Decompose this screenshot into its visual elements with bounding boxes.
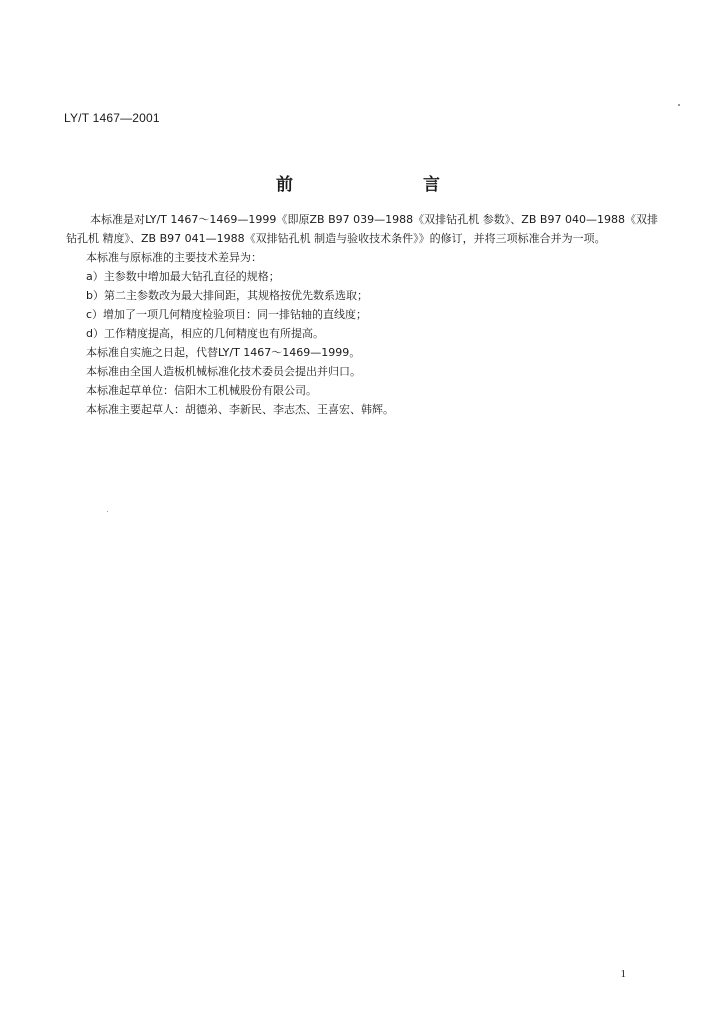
line-differences-heading: 本标准与原标准的主要技术差异为： <box>86 251 262 264</box>
line-item-b: b）第二主参数改为最大排间距，其规格按优先数系选取； <box>86 289 368 302</box>
scan-speck <box>107 511 108 512</box>
scan-speck <box>678 104 680 106</box>
document-body <box>66 210 658 419</box>
line-proposer: 本标准由全国人造板机械标准化技术委员会提出并归口。 <box>86 365 361 378</box>
page-title: 前 言 <box>276 175 502 195</box>
line-effective-date: 本标准自实施之日起，代替LY/T 1467～1469—1999。 <box>86 346 361 359</box>
line-drafting-unit: 本标准起草单位：信阳木工机械股份有限公司。 <box>86 384 317 397</box>
standard-code: LY/T 1467—2001 <box>64 111 160 125</box>
line-item-a: a）主参数中增加最大钻孔直径的规格； <box>86 270 280 283</box>
line-item-d: d）工作精度提高，相应的几何精度也有所提高。 <box>86 327 324 340</box>
page-number: 1 <box>620 968 626 980</box>
intro-paragraph: 本标准是对LY/T 1467～1469—1999《即原ZB B97 039—1988《双排钻孔机 参数》、ZB B97 040—1988《双排钻孔机 精度》、ZB B97 041—1988《双排钻孔机 制造与验收技术条件》》的修订，并将三项标准合并为一项。 <box>66 213 658 245</box>
line-item-c: c）增加了一项几何精度检验项目：同一排钻轴的直线度； <box>86 308 368 321</box>
line-drafters: 本标准主要起草人：胡德弟、李新民、李志杰、王喜宏、韩辉。 <box>86 403 394 416</box>
